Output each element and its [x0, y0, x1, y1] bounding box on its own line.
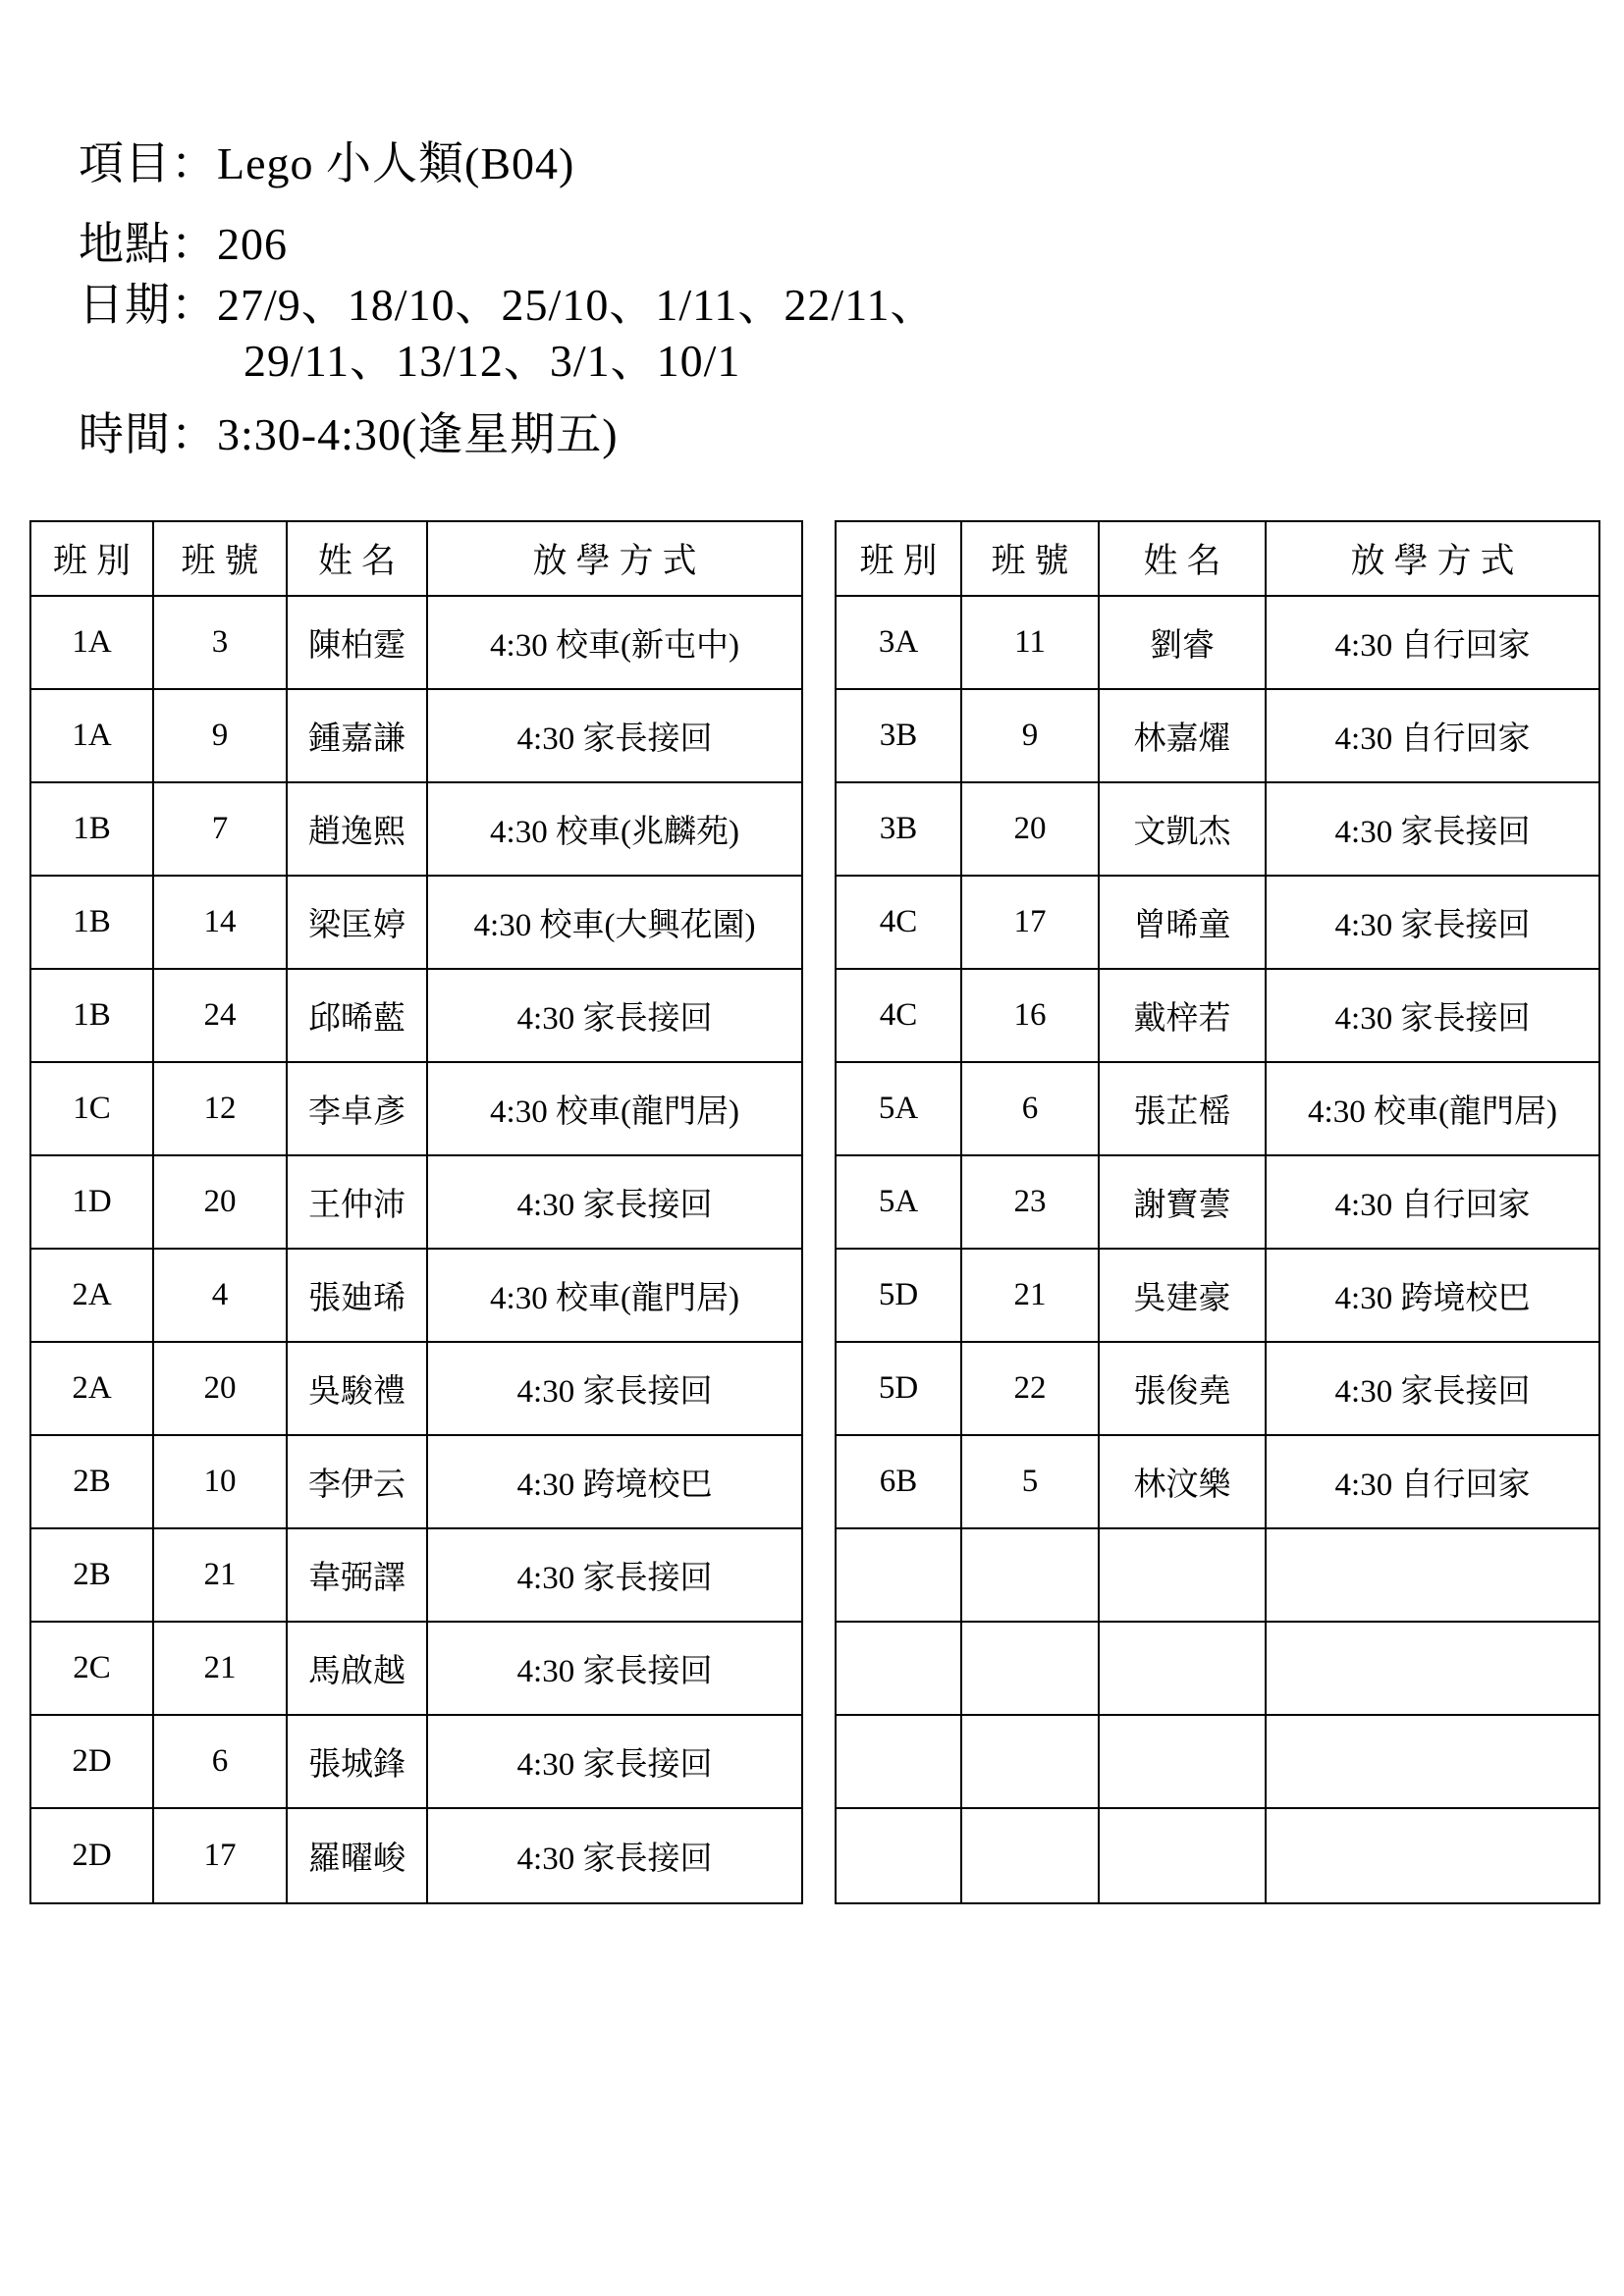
- table-row: [837, 1436, 1598, 1529]
- table-row: [837, 597, 1598, 690]
- table-row: [31, 1156, 801, 1250]
- table-cell: 4C: [837, 877, 962, 970]
- date-line-2: 29/11、13/12、3/1、10/1: [244, 336, 741, 386]
- column-header-dismissal: 放學方式: [1267, 522, 1598, 597]
- table-row: [31, 1343, 801, 1436]
- table-cell: 李卓彥: [288, 1063, 428, 1156]
- table-cell: 2B: [31, 1529, 154, 1623]
- table-row: [837, 1156, 1598, 1250]
- table-cell: [1267, 1809, 1598, 1902]
- table-cell: 2C: [31, 1623, 154, 1716]
- table-cell: 17: [154, 1809, 288, 1902]
- table-cell: 劉睿: [1100, 597, 1267, 690]
- date-line-1: 日期：27/9、18/10、25/10、1/11、22/11、: [79, 280, 937, 330]
- table-cell: 4:30 校車(龍門居): [428, 1063, 801, 1156]
- student-table-right: [835, 520, 1600, 1904]
- table-cell: 1B: [31, 970, 154, 1063]
- table-row: [837, 783, 1598, 877]
- table-cell: 張芷榣: [1100, 1063, 1267, 1156]
- table-header-row: [837, 522, 1598, 597]
- table-cell: 4:30 家長接回: [1267, 783, 1598, 877]
- table-cell: 21: [154, 1623, 288, 1716]
- table-row: [31, 1623, 801, 1716]
- table-cell: [1267, 1529, 1598, 1623]
- table-cell: 21: [962, 1250, 1100, 1343]
- column-header-number: 班號: [154, 522, 288, 597]
- table-cell: 林汶樂: [1100, 1436, 1267, 1529]
- table-cell: 6: [154, 1716, 288, 1809]
- table-cell: 3: [154, 597, 288, 690]
- table-cell: 4:30 家長接回: [428, 1529, 801, 1623]
- table-row: [837, 1063, 1598, 1156]
- table-cell: 6B: [837, 1436, 962, 1529]
- table-cell: 12: [154, 1063, 288, 1156]
- table-cell: [962, 1716, 1100, 1809]
- table-cell: 6: [962, 1063, 1100, 1156]
- table-cell: 1A: [31, 597, 154, 690]
- table-cell: 4:30 家長接回: [428, 1343, 801, 1436]
- table-cell: 7: [154, 783, 288, 877]
- table-cell: 20: [154, 1156, 288, 1250]
- table-cell: 4:30 家長接回: [428, 1623, 801, 1716]
- location-line: 地點：206: [79, 219, 288, 269]
- table-cell: 1B: [31, 877, 154, 970]
- table-cell: 林嘉燿: [1100, 690, 1267, 783]
- table-cell: 張城鋒: [288, 1716, 428, 1809]
- table-cell: 2B: [31, 1436, 154, 1529]
- table-cell: 23: [962, 1156, 1100, 1250]
- table-cell: 4:30 校車(大興花園): [428, 877, 801, 970]
- table-cell: 張俊堯: [1100, 1343, 1267, 1436]
- table-row: [837, 690, 1598, 783]
- table-cell: [837, 1716, 962, 1809]
- table-row: [31, 970, 801, 1063]
- table-cell: 4:30 校車(龍門居): [428, 1250, 801, 1343]
- table-cell: 22: [962, 1343, 1100, 1436]
- table-cell: 羅曜峻: [288, 1809, 428, 1902]
- table-cell: 4:30 校車(兆麟苑): [428, 783, 801, 877]
- table-row: [837, 1529, 1598, 1623]
- table-cell: 4:30 家長接回: [1267, 877, 1598, 970]
- table-cell: 4:30 自行回家: [1267, 1436, 1598, 1529]
- table-cell: 4:30 家長接回: [428, 970, 801, 1063]
- table-cell: 16: [962, 970, 1100, 1063]
- table-cell: 李伊云: [288, 1436, 428, 1529]
- table-row: [837, 1623, 1598, 1716]
- table-row: [837, 1716, 1598, 1809]
- column-header-name: 姓名: [288, 522, 428, 597]
- table-cell: 戴梓若: [1100, 970, 1267, 1063]
- table-cell: 2D: [31, 1716, 154, 1809]
- table-cell: 24: [154, 970, 288, 1063]
- table-cell: 2A: [31, 1250, 154, 1343]
- table-cell: 5: [962, 1436, 1100, 1529]
- table-cell: 10: [154, 1436, 288, 1529]
- table-cell: 謝寶蕓: [1100, 1156, 1267, 1250]
- table-row: [837, 1809, 1598, 1902]
- table-row: [31, 1716, 801, 1809]
- table-row: [31, 1063, 801, 1156]
- table-cell: [1100, 1623, 1267, 1716]
- table-row: [31, 783, 801, 877]
- table-row: [31, 1809, 801, 1902]
- table-cell: 1C: [31, 1063, 154, 1156]
- table-cell: 11: [962, 597, 1100, 690]
- time-line: 時間：3:30-4:30(逢星期五): [79, 409, 619, 459]
- table-cell: 4:30 家長接回: [428, 1716, 801, 1809]
- table-cell: 吳建豪: [1100, 1250, 1267, 1343]
- table-cell: [1267, 1623, 1598, 1716]
- table-cell: 曾晞童: [1100, 877, 1267, 970]
- table-cell: 9: [962, 690, 1100, 783]
- table-cell: 趙逸熙: [288, 783, 428, 877]
- table-row: [31, 1250, 801, 1343]
- table-cell: 4:30 跨境校巴: [428, 1436, 801, 1529]
- table-cell: [1100, 1529, 1267, 1623]
- table-cell: 陳柏霆: [288, 597, 428, 690]
- table-cell: 張廸琋: [288, 1250, 428, 1343]
- table-cell: 5A: [837, 1156, 962, 1250]
- table-row: [31, 1436, 801, 1529]
- table-cell: 梁匡婷: [288, 877, 428, 970]
- table-row: [31, 1529, 801, 1623]
- table-cell: 3B: [837, 783, 962, 877]
- table-cell: 20: [962, 783, 1100, 877]
- table-header-row: [31, 522, 801, 597]
- table-cell: 14: [154, 877, 288, 970]
- table-cell: 9: [154, 690, 288, 783]
- table-cell: 王仲沛: [288, 1156, 428, 1250]
- table-cell: 20: [154, 1343, 288, 1436]
- table-cell: 17: [962, 877, 1100, 970]
- table-cell: 5D: [837, 1343, 962, 1436]
- table-cell: 吳駿禮: [288, 1343, 428, 1436]
- table-cell: [1267, 1716, 1598, 1809]
- table-cell: [837, 1623, 962, 1716]
- table-cell: 4:30 自行回家: [1267, 690, 1598, 783]
- table-cell: [1100, 1716, 1267, 1809]
- table-cell: 4: [154, 1250, 288, 1343]
- table-cell: [962, 1809, 1100, 1902]
- table-row: [837, 877, 1598, 970]
- table-row: [837, 970, 1598, 1063]
- table-row: [31, 690, 801, 783]
- table-row: [837, 1343, 1598, 1436]
- table-cell: 3B: [837, 690, 962, 783]
- table-cell: 3A: [837, 597, 962, 690]
- table-cell: [962, 1529, 1100, 1623]
- table-cell: 4:30 家長接回: [428, 690, 801, 783]
- table-cell: 鍾嘉謙: [288, 690, 428, 783]
- table-cell: 4:30 家長接回: [1267, 970, 1598, 1063]
- table-cell: 5A: [837, 1063, 962, 1156]
- table-cell: 2A: [31, 1343, 154, 1436]
- table-row: [31, 597, 801, 690]
- table-row: [31, 877, 801, 970]
- table-cell: 4C: [837, 970, 962, 1063]
- student-table-left: [29, 520, 803, 1904]
- table-cell: 4:30 自行回家: [1267, 597, 1598, 690]
- project-line: 項目：Lego 小人類(B04): [79, 138, 575, 188]
- table-cell: [837, 1809, 962, 1902]
- table-cell: 4:30 跨境校巴: [1267, 1250, 1598, 1343]
- table-cell: 4:30 家長接回: [1267, 1343, 1598, 1436]
- table-cell: 4:30 家長接回: [516, 1842, 713, 1877]
- table-cell: 1B: [31, 783, 154, 877]
- column-header-dismissal: 放學方式: [428, 522, 801, 597]
- table-cell: 1A: [31, 690, 154, 783]
- table-cell: 5D: [837, 1250, 962, 1343]
- table-cell: 文凱杰: [1100, 783, 1267, 877]
- table-cell: 2D: [31, 1809, 154, 1902]
- table-cell: 4:30 自行回家: [1267, 1156, 1598, 1250]
- table-cell: [1100, 1809, 1267, 1902]
- column-header-name: 姓名: [1100, 522, 1267, 597]
- table-cell: 韋弼譯: [288, 1529, 428, 1623]
- column-header-class: 班別: [31, 522, 154, 597]
- table-cell: 4:30 家長接回: [428, 1156, 801, 1250]
- table-row: [837, 1250, 1598, 1343]
- table-cell: 21: [154, 1529, 288, 1623]
- table-cell: [837, 1529, 962, 1623]
- table-cell: 4:30 校車(龍門居): [1267, 1063, 1598, 1156]
- column-header-class: 班別: [837, 522, 962, 597]
- table-cell: [962, 1623, 1100, 1716]
- table-cell: 1D: [31, 1156, 154, 1250]
- column-header-number: 班號: [962, 522, 1100, 597]
- table-cell: 馬啟越: [288, 1623, 428, 1716]
- table-cell: 4:30 校車(新屯中): [428, 597, 801, 690]
- table-cell: 邱晞藍: [288, 970, 428, 1063]
